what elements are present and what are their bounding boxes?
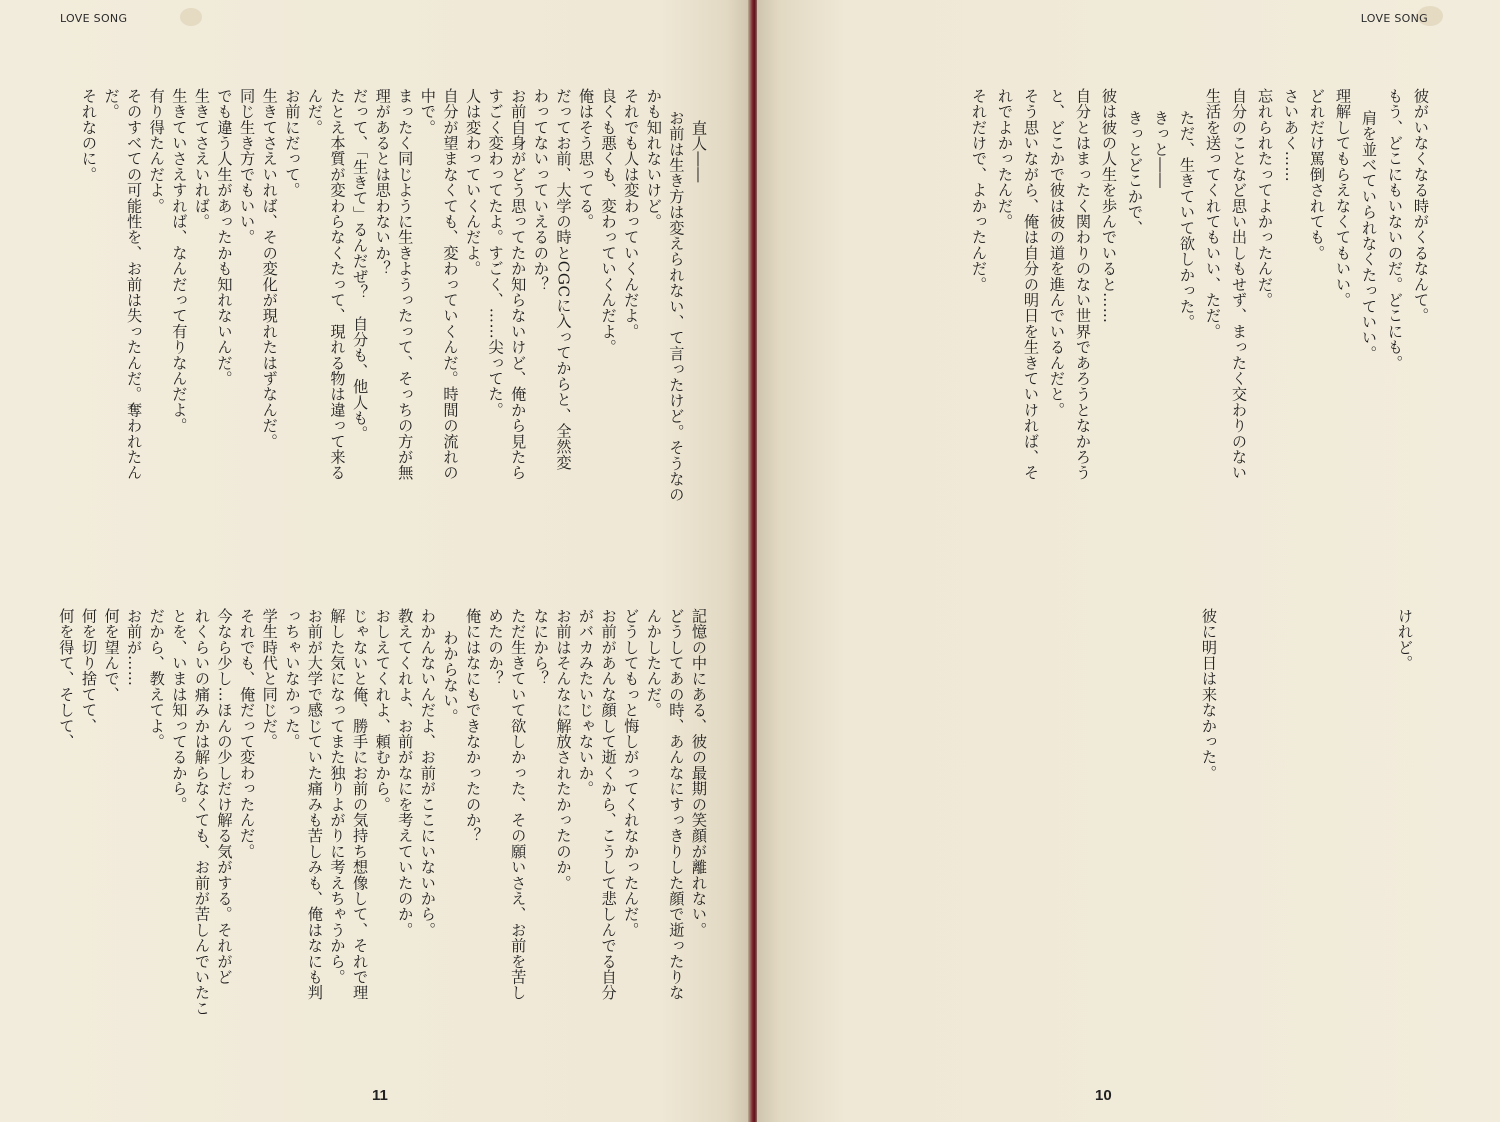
page-number: 10 [1095,1087,1112,1104]
text-line: だ。 [102,88,121,120]
left-top-text [77,88,710,568]
text-line: お前はそんなに解放されたかったのか。 [554,608,573,891]
text-line: 理解してもらえなくてもいい。 [1334,88,1352,308]
text-line: きっと―― [1152,110,1170,189]
text-line: 彼がいなくなる時がくるなんて。 [1412,88,1430,324]
text-line: 自分のことなど思い出しもせず、まったく交わりのない [1230,88,1248,481]
text-line: だってお前、大学の時とCGCに入ってからと、全然変 [554,88,573,471]
right-top-text [966,88,1434,568]
text-line: 記憶の中にある、彼の最期の笑顔が離れない。 [690,608,708,938]
text-line: それでも人は変わっていくんだよ。 [622,88,641,340]
text-line: 生きていさえすれば、なんだって有りなんだよ。 [170,88,189,434]
text-line: だって、「生きて」るんだぜ？ 自分も、他人も。 [351,88,370,442]
text-line: 生活を送ってくれてもいい、ただ。 [1204,88,1222,340]
text-line: 生きてさえいれば、その変化が現れたはずなんだ。 [260,88,279,450]
text-line: おしえてくれよ、頼むから。 [373,608,392,813]
text-line: 中で。 [418,88,437,136]
text-line: んだ。 [305,88,324,136]
text-line: 理があるとは思わないか？ [373,88,392,277]
text-line: なにから？ [531,608,550,687]
text-line: でも違う人生があったかも知れないんだ。 [215,88,234,387]
right-page [757,0,1500,1122]
text-line: 良くも悪くも、変わっていくんだよ。 [599,88,618,355]
text-line: きっとどこかで、 [1126,110,1144,236]
text-line: そう思いながら、俺は自分の明日を生きていければ、そ [1022,88,1040,481]
text-line: お前は生き方は変えられない、て言ったけど。そうなの [667,110,686,503]
text-line: 生きてさえいれば。 [192,88,211,230]
text-line: まったく同じように生きようったって、そっちの方が無 [396,88,415,481]
text-line: 同じ生き方でもいい。 [238,88,257,245]
text-line: っちゃいなかった。 [283,608,302,750]
text-line: かも知れないけど。 [644,88,663,230]
text-line: 解した気になってまた独りよがりに考えちゃうから。 [328,608,347,985]
text-line: 彼は彼の人生を歩んでいると…… [1100,88,1118,324]
text-line: お前自身がどう思ってたか知らないけど、俺から見たら [509,88,528,481]
text-line: 直人―― [690,120,708,183]
text-line: と、どこかで彼は彼の道を進んでいるんだと。 [1048,88,1066,418]
text-line: それなのに。 [79,88,98,183]
right-bottom-text [1196,608,1418,1078]
text-line: お前が…… [125,608,144,687]
text-line: わってないっていえるのか？ [531,88,550,293]
text-line: さいあく…… [1282,88,1300,183]
text-line: 有り得たんだよ。 [147,88,166,214]
text-line: 何を切り捨てて、 [79,608,98,734]
text-line: 何を得て、そして、 [57,608,76,750]
text-line: れくらいの痛みかは解らなくても、お前が苦しんでいたこ [192,608,211,1017]
running-header: LOVE SONG [1360,12,1428,25]
page-number: 11 [372,1087,388,1104]
text-line: 自分が望まなくても、変わっていくんだ。時間の流れの [441,88,460,481]
text-line: 自分とはまったく関わりのない世界であろうとなかろう [1074,88,1092,481]
text-line: 今なら少し…ほんの少しだけ解る気がする。それがど [215,608,234,985]
text-line: 俺はそう思ってる。 [577,88,596,230]
text-line: お前にだって。 [283,88,302,198]
paper-stain [180,8,202,26]
text-line: お前が大学で感じていた痛みも苦しみも、俺はなにも判 [305,608,324,1001]
text-line: 俺にはなにもできなかったのか？ [464,608,483,844]
text-line: 何を望んで、 [102,608,121,703]
text-line: んかしたんだ。 [644,608,663,718]
text-line: めたのか？ [486,608,505,687]
text-line: たとえ本質が変わらなくたって、現れる物は違って来る [328,88,347,481]
text-line: 学生時代と同じだ。 [260,608,279,750]
text-line: もう、どこにもいないのだ。どこにも。 [1386,88,1404,371]
text-line: ただ、生きていて欲しかった。 [1178,110,1196,330]
text-line: 彼に明日は来なかった。 [1200,608,1218,781]
text-line: だから、教えてよ。 [147,608,166,750]
text-line: ただ生きていて欲しかった、その願いさえ、お前を苦し [509,608,528,1001]
left-bottom-text [55,608,710,1078]
text-line: がバカみたいじゃないか。 [577,608,596,797]
text-line: れでよかったんだ。 [996,88,1014,230]
text-line: とを、いまは知ってるから。 [170,608,189,813]
text-line: どれだけ罵倒されても。 [1308,88,1326,261]
text-line: どうしてもっと悔しがってくれなかったんだ。 [622,608,641,938]
text-line: それでも、俺だって変わったんだ。 [238,608,257,860]
text-line: けれど。 [1396,608,1414,671]
text-line: わかんないんだよ、お前がここにいないから。 [418,608,437,938]
text-line: どうしてあの時、あんなにすっきりした顔で逝ったりな [667,608,686,1001]
text-line: それだけで、よかったんだ。 [970,88,988,293]
running-header: LOVE SONG [60,12,128,25]
text-line: 人は変わっていくんだよ。 [464,88,483,277]
text-line: 教えてくれよ、お前がなにを考えていたのか。 [396,608,415,938]
text-line: お前があんな顔して逝くから、こうして悲しんでる自分 [599,608,618,1001]
text-line: わからない。 [441,630,460,725]
text-line: すごく変わってたよ。すごく、……尖ってた。 [486,88,505,418]
text-line: じゃないと俺、勝手にお前の気持ち想像して、それで理 [351,608,370,1001]
text-line: そのすべての可能性を、お前は失ったんだ。奪われたん [125,88,144,481]
text-line: 肩を並べていられなくたっていい。 [1360,110,1378,362]
text-line: 忘れられたってよかったんだ。 [1256,88,1274,308]
